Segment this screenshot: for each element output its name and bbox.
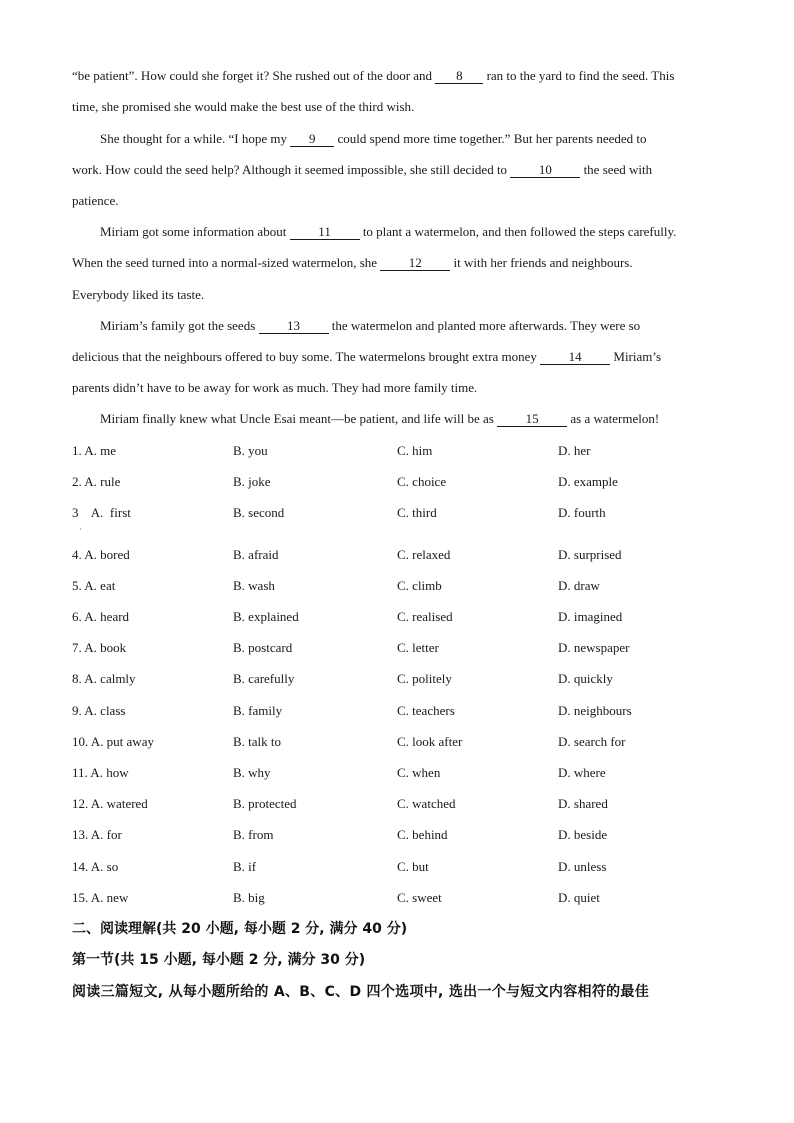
option-b: B. why xyxy=(233,765,271,780)
option-row xyxy=(72,734,722,750)
passage-text: patience. xyxy=(72,193,119,208)
passage-text: parents didn’t have to be away for work as much. They had more family time. xyxy=(72,380,478,395)
blank-14: 14 xyxy=(540,350,610,365)
option-b: B. family xyxy=(233,703,283,718)
option-a: 15. A. new xyxy=(72,890,129,905)
option-c: C. look after xyxy=(397,734,463,749)
option-a: 11. A. how xyxy=(72,765,129,780)
section-instruction: 阅读三篇短文, 从每小题所给的 A、B、C、D 四个选项中, 选出一个与短文内容相符的最佳 xyxy=(72,984,650,1000)
blank-13: 13 xyxy=(259,319,329,334)
option-c: C. when xyxy=(397,765,441,780)
passage-text: work. How could the seed help? Although it seemed impossible, she still decided to xyxy=(72,162,511,177)
option-row xyxy=(72,640,722,656)
passage-line xyxy=(100,411,750,427)
option-b: B. carefully xyxy=(233,671,295,686)
option-row xyxy=(72,765,722,781)
option-d: D. shared xyxy=(558,796,608,811)
option-c: C. politely xyxy=(397,671,452,686)
passage-text: delicious that the neighbours offered to buy some. The watermelons brought extra money xyxy=(72,349,541,364)
option-row xyxy=(72,547,722,563)
option-a: 13. A. for xyxy=(72,827,122,842)
passage-text: it with her friends and neighbours. xyxy=(450,255,633,270)
passage-text: Miriam got some information about xyxy=(100,224,290,239)
option-b: B. wash xyxy=(233,578,275,593)
passage-line xyxy=(100,224,750,240)
option-d: D. search for xyxy=(558,734,626,749)
option-d: D. imagined xyxy=(558,609,623,624)
option-d: D. quiet xyxy=(558,890,600,905)
option-a: 12. A. watered xyxy=(72,796,148,811)
option-row xyxy=(72,474,722,490)
option-b: B. from xyxy=(233,827,274,842)
passage-text: She thought for a while. “I hope my xyxy=(100,131,291,146)
option-row xyxy=(72,505,722,521)
option-d: D. where xyxy=(558,765,606,780)
option-b: B. if xyxy=(233,859,257,874)
option-row xyxy=(72,890,722,906)
stray-dot: · xyxy=(79,525,82,534)
option-d: D. fourth xyxy=(558,505,606,520)
option-a: 4. A. bored xyxy=(72,547,130,562)
blank-9: 9 xyxy=(290,132,334,147)
option-b: B. protected xyxy=(233,796,297,811)
option-c: C. but xyxy=(397,859,429,874)
option-c: C. behind xyxy=(397,827,448,842)
passage-text: Everybody liked its taste. xyxy=(72,287,205,302)
option-a: 7. A. book xyxy=(72,640,127,655)
option-d: D. neighbours xyxy=(558,703,632,718)
passage-text: Miriam finally knew what Uncle Esai meant—be patient, and life will be as xyxy=(100,411,498,426)
blank-15: 15 xyxy=(497,412,567,427)
option-row xyxy=(72,609,722,625)
option-b: B. joke xyxy=(233,474,271,489)
passage-line xyxy=(72,255,722,271)
passage-line xyxy=(72,68,722,84)
passage-text: Miriam’s family got the seeds xyxy=(100,318,259,333)
option-c: C. watched xyxy=(397,796,456,811)
option-c: C. relaxed xyxy=(397,547,451,562)
option-row xyxy=(72,443,722,459)
passage-line xyxy=(100,131,750,147)
option-d: D. example xyxy=(558,474,618,489)
option-c: C. letter xyxy=(397,640,439,655)
blank-11: 11 xyxy=(290,225,360,240)
option-d: D. draw xyxy=(558,578,600,593)
blank-12: 12 xyxy=(380,256,450,271)
passage-line xyxy=(72,349,722,365)
passage-text: “be patient”. How could she forget it? She rushed out of the door and xyxy=(72,68,436,83)
passage-text: to plant a watermelon, and then followed the steps carefully. xyxy=(359,224,677,239)
blank-8: 8 xyxy=(435,69,483,84)
option-a: 8. A. calmly xyxy=(72,671,136,686)
option-d: D. beside xyxy=(558,827,608,842)
passage-line xyxy=(72,162,722,178)
option-b: B. talk to xyxy=(233,734,282,749)
option-d: D. her xyxy=(558,443,591,458)
option-d: D. surprised xyxy=(558,547,622,562)
passage-line xyxy=(100,318,750,334)
option-a: 5. A. eat xyxy=(72,578,116,593)
passage-text: Miriam’s xyxy=(610,349,662,364)
option-d: D. unless xyxy=(558,859,607,874)
option-c: C. realised xyxy=(397,609,453,624)
option-a: 10. A. put away xyxy=(72,734,154,749)
section-part-title: 第一节(共 15 小题, 每小题 2 分, 满分 30 分) xyxy=(72,952,366,968)
option-a: 6. A. heard xyxy=(72,609,130,624)
option-c: C. sweet xyxy=(397,890,442,905)
passage-line xyxy=(72,380,722,396)
section-title: 二、阅读理解(共 20 小题, 每小题 2 分, 满分 40 分) xyxy=(72,921,408,937)
passage-text: the seed with xyxy=(580,162,653,177)
option-c: C. third xyxy=(397,505,437,520)
passage-text: ran to the yard to find the seed. This xyxy=(483,68,675,83)
passage-text: When the seed turned into a normal-sized watermelon, she xyxy=(72,255,381,270)
option-b: B. explained xyxy=(233,609,299,624)
option-a: 3 A. first xyxy=(72,505,131,520)
option-d: D. quickly xyxy=(558,671,613,686)
option-d: D. newspaper xyxy=(558,640,630,655)
passage-text: the watermelon and planted more afterwards. They were so xyxy=(328,318,641,333)
option-c: C. climb xyxy=(397,578,442,593)
option-row xyxy=(72,578,722,594)
passage-text: time, she promised she would make the best use of the third wish. xyxy=(72,99,415,114)
option-row xyxy=(72,671,722,687)
blank-10: 10 xyxy=(510,163,580,178)
option-b: B. big xyxy=(233,890,265,905)
option-b: B. you xyxy=(233,443,268,458)
option-a: 14. A. so xyxy=(72,859,119,874)
option-a: 1. A. me xyxy=(72,443,117,458)
option-row xyxy=(72,796,722,812)
option-row xyxy=(72,703,722,719)
option-b: B. second xyxy=(233,505,285,520)
passage-line xyxy=(72,287,722,303)
option-b: B. postcard xyxy=(233,640,293,655)
option-c: C. choice xyxy=(397,474,447,489)
option-c: C. him xyxy=(397,443,433,458)
passage-line xyxy=(72,99,722,115)
passage-text: could spend more time together.” But her parents needed to xyxy=(334,131,647,146)
option-row xyxy=(72,859,722,875)
passage-line xyxy=(72,193,722,209)
passage-text: as a watermelon! xyxy=(567,411,660,426)
option-c: C. teachers xyxy=(397,703,455,718)
option-a: 2. A. rule xyxy=(72,474,121,489)
option-b: B. afraid xyxy=(233,547,279,562)
option-a: 9. A. class xyxy=(72,703,126,718)
option-row xyxy=(72,827,722,843)
